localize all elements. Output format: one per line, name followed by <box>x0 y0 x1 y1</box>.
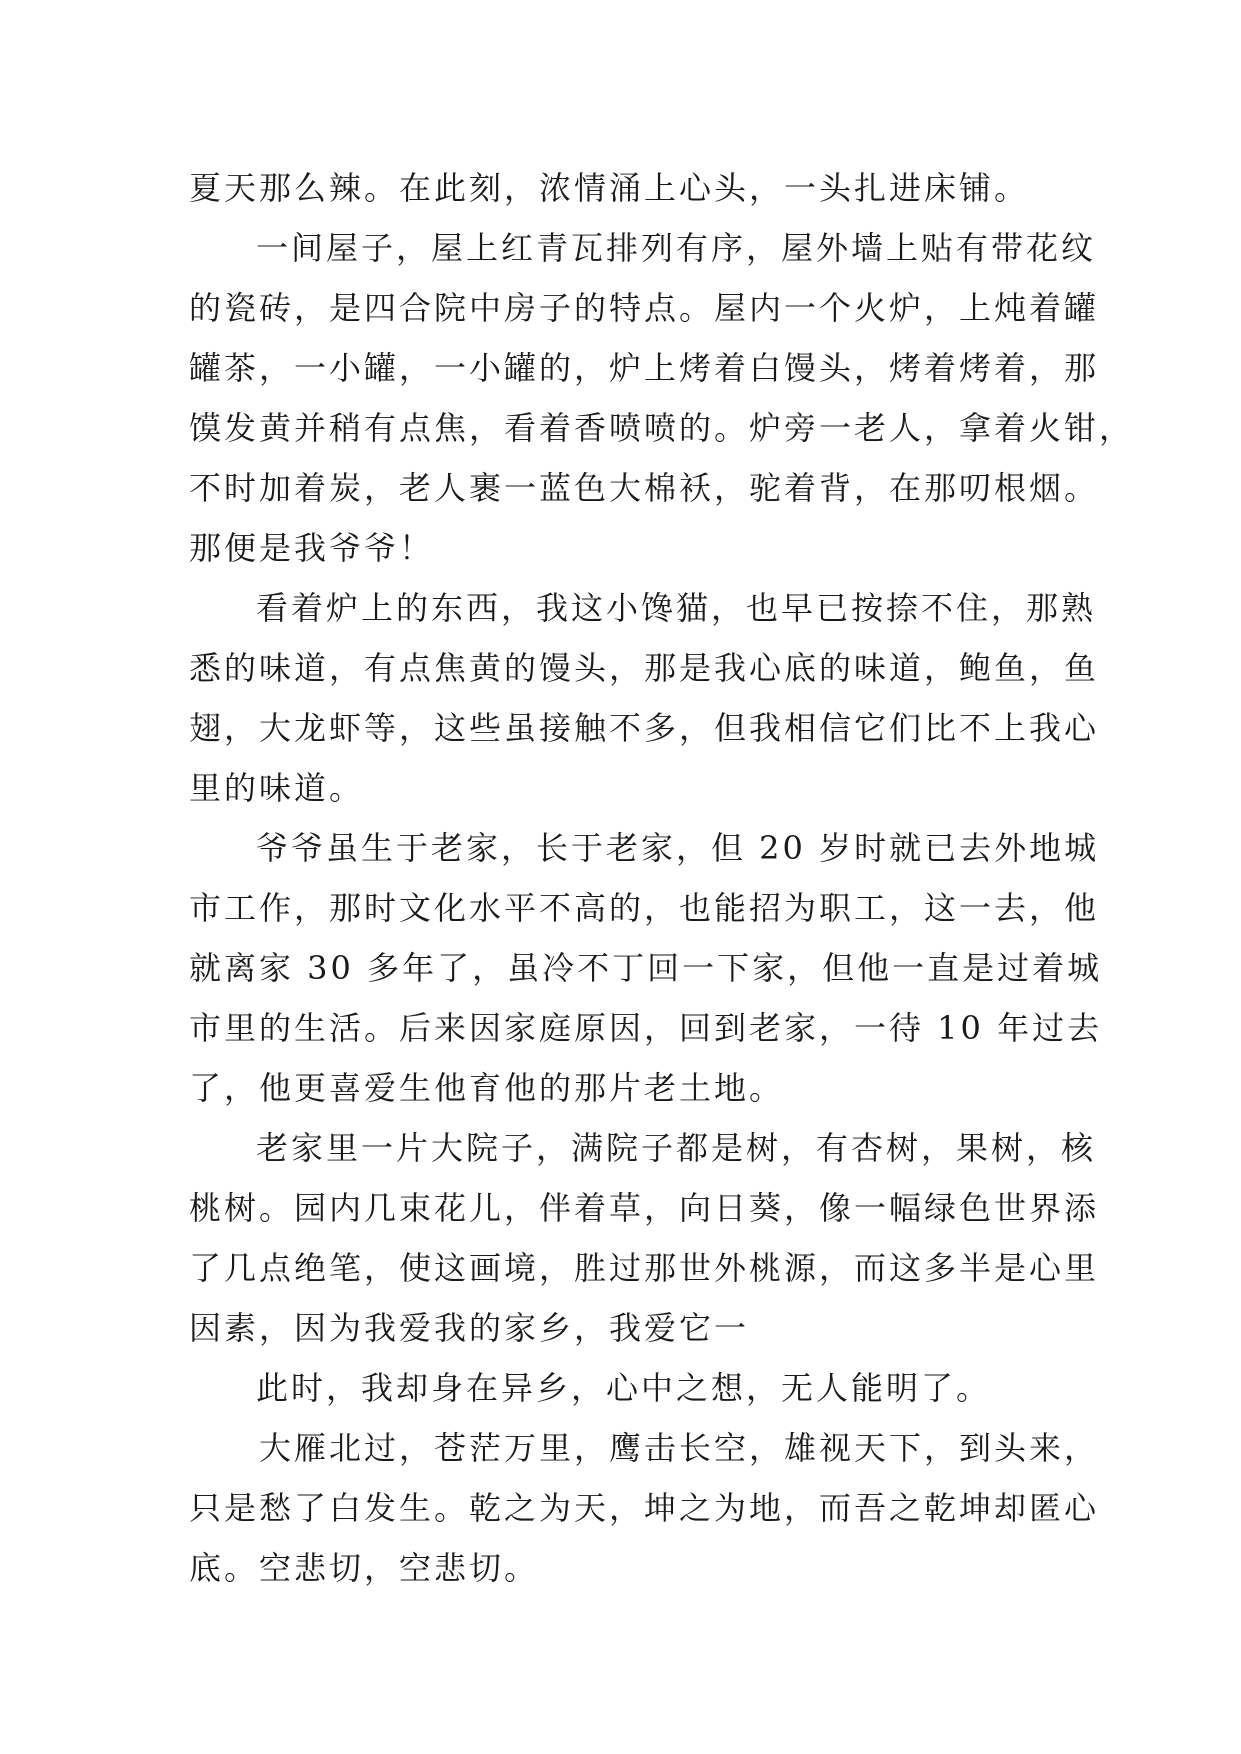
paragraph <box>189 1118 1100 1358</box>
paragraph <box>189 578 1100 818</box>
text-line: 看着炉上的东西，我这小馋猫，也早已按捺不住，那熟 <box>256 589 1097 627</box>
paragraph <box>189 818 1103 1118</box>
text-line: 悉的味道，有点焦黄的馒头，那是我心底的味道，鲍鱼，鱼 <box>189 649 1100 687</box>
text-line: 就离家 30 多年了，虽冷不丁回一下家，但他一直是过着城 <box>189 949 1103 987</box>
paragraph <box>189 158 1069 218</box>
text-line: 了几点绝笔，使这画境，胜过那世外桃源，而这多半是心里 <box>189 1249 1100 1287</box>
text-line: 市工作，那时文化水平不高的，也能招为职工，这一去，他 <box>189 889 1100 927</box>
text-line: 底。空悲切，空悲切。 <box>189 1549 540 1587</box>
text-line: 馍发黄并稍有点焦，看着香喷喷的。炉旁一老人，拿着火钳， <box>189 409 1135 447</box>
text-line: 老家里一片大院子，满院子都是树，有杏树，果树，核 <box>256 1129 1097 1167</box>
body-text <box>189 158 1135 1598</box>
text-line: 夏天那么辣。在此刻，浓情涌上心头，一头扎进床铺。 <box>189 169 1030 207</box>
text-line: 市里的生活。后来因家庭原因，回到老家，一待 10 年过去 <box>189 1009 1103 1047</box>
text-line: 不时加着炭，老人裹一蓝色大棉袄，驼着背，在那叨根烟。 <box>189 469 1100 507</box>
text-line: 那便是我爷爷！ <box>189 529 435 567</box>
text-line: 一间屋子，屋上红青瓦排列有序，屋外墙上贴有带花纹 <box>256 229 1097 267</box>
text-line: 桃树。园内几束花儿，伴着草，向日葵，像一幅绿色世界添 <box>189 1189 1100 1227</box>
text-line: 罐茶，一小罐，一小罐的，炉上烤着白馒头，烤着烤着，那 <box>189 349 1100 387</box>
text-line: 因素，因为我爱我的家乡，我爱它一 <box>189 1309 750 1347</box>
text-line: 大雁北过，苍茫万里，鹰击长空，雄视天下，到头来， <box>259 1429 1100 1467</box>
text-line: 里的味道。 <box>189 769 365 807</box>
text-line: 只是愁了白发生。乾之为天，坤之为地，而吾之乾坤却匿心 <box>189 1489 1100 1527</box>
text-line: 翅，大龙虾等，这些虽接触不多，但我相信它们比不上我心 <box>189 709 1100 747</box>
paragraph <box>189 218 1135 578</box>
paragraph <box>189 1358 1069 1418</box>
text-line: 爷爷虽生于老家，长于老家，但 20 岁时就已去外地城 <box>256 829 1100 867</box>
paragraph <box>189 1418 1100 1598</box>
text-line: 了，他更喜爱生他育他的那片老土地。 <box>189 1069 785 1107</box>
text-line: 此时，我却身在异乡，心中之想，无人能明了。 <box>256 1369 992 1407</box>
text-line: 的瓷砖，是四合院中房子的特点。屋内一个火炉，上炖着罐 <box>189 289 1100 327</box>
